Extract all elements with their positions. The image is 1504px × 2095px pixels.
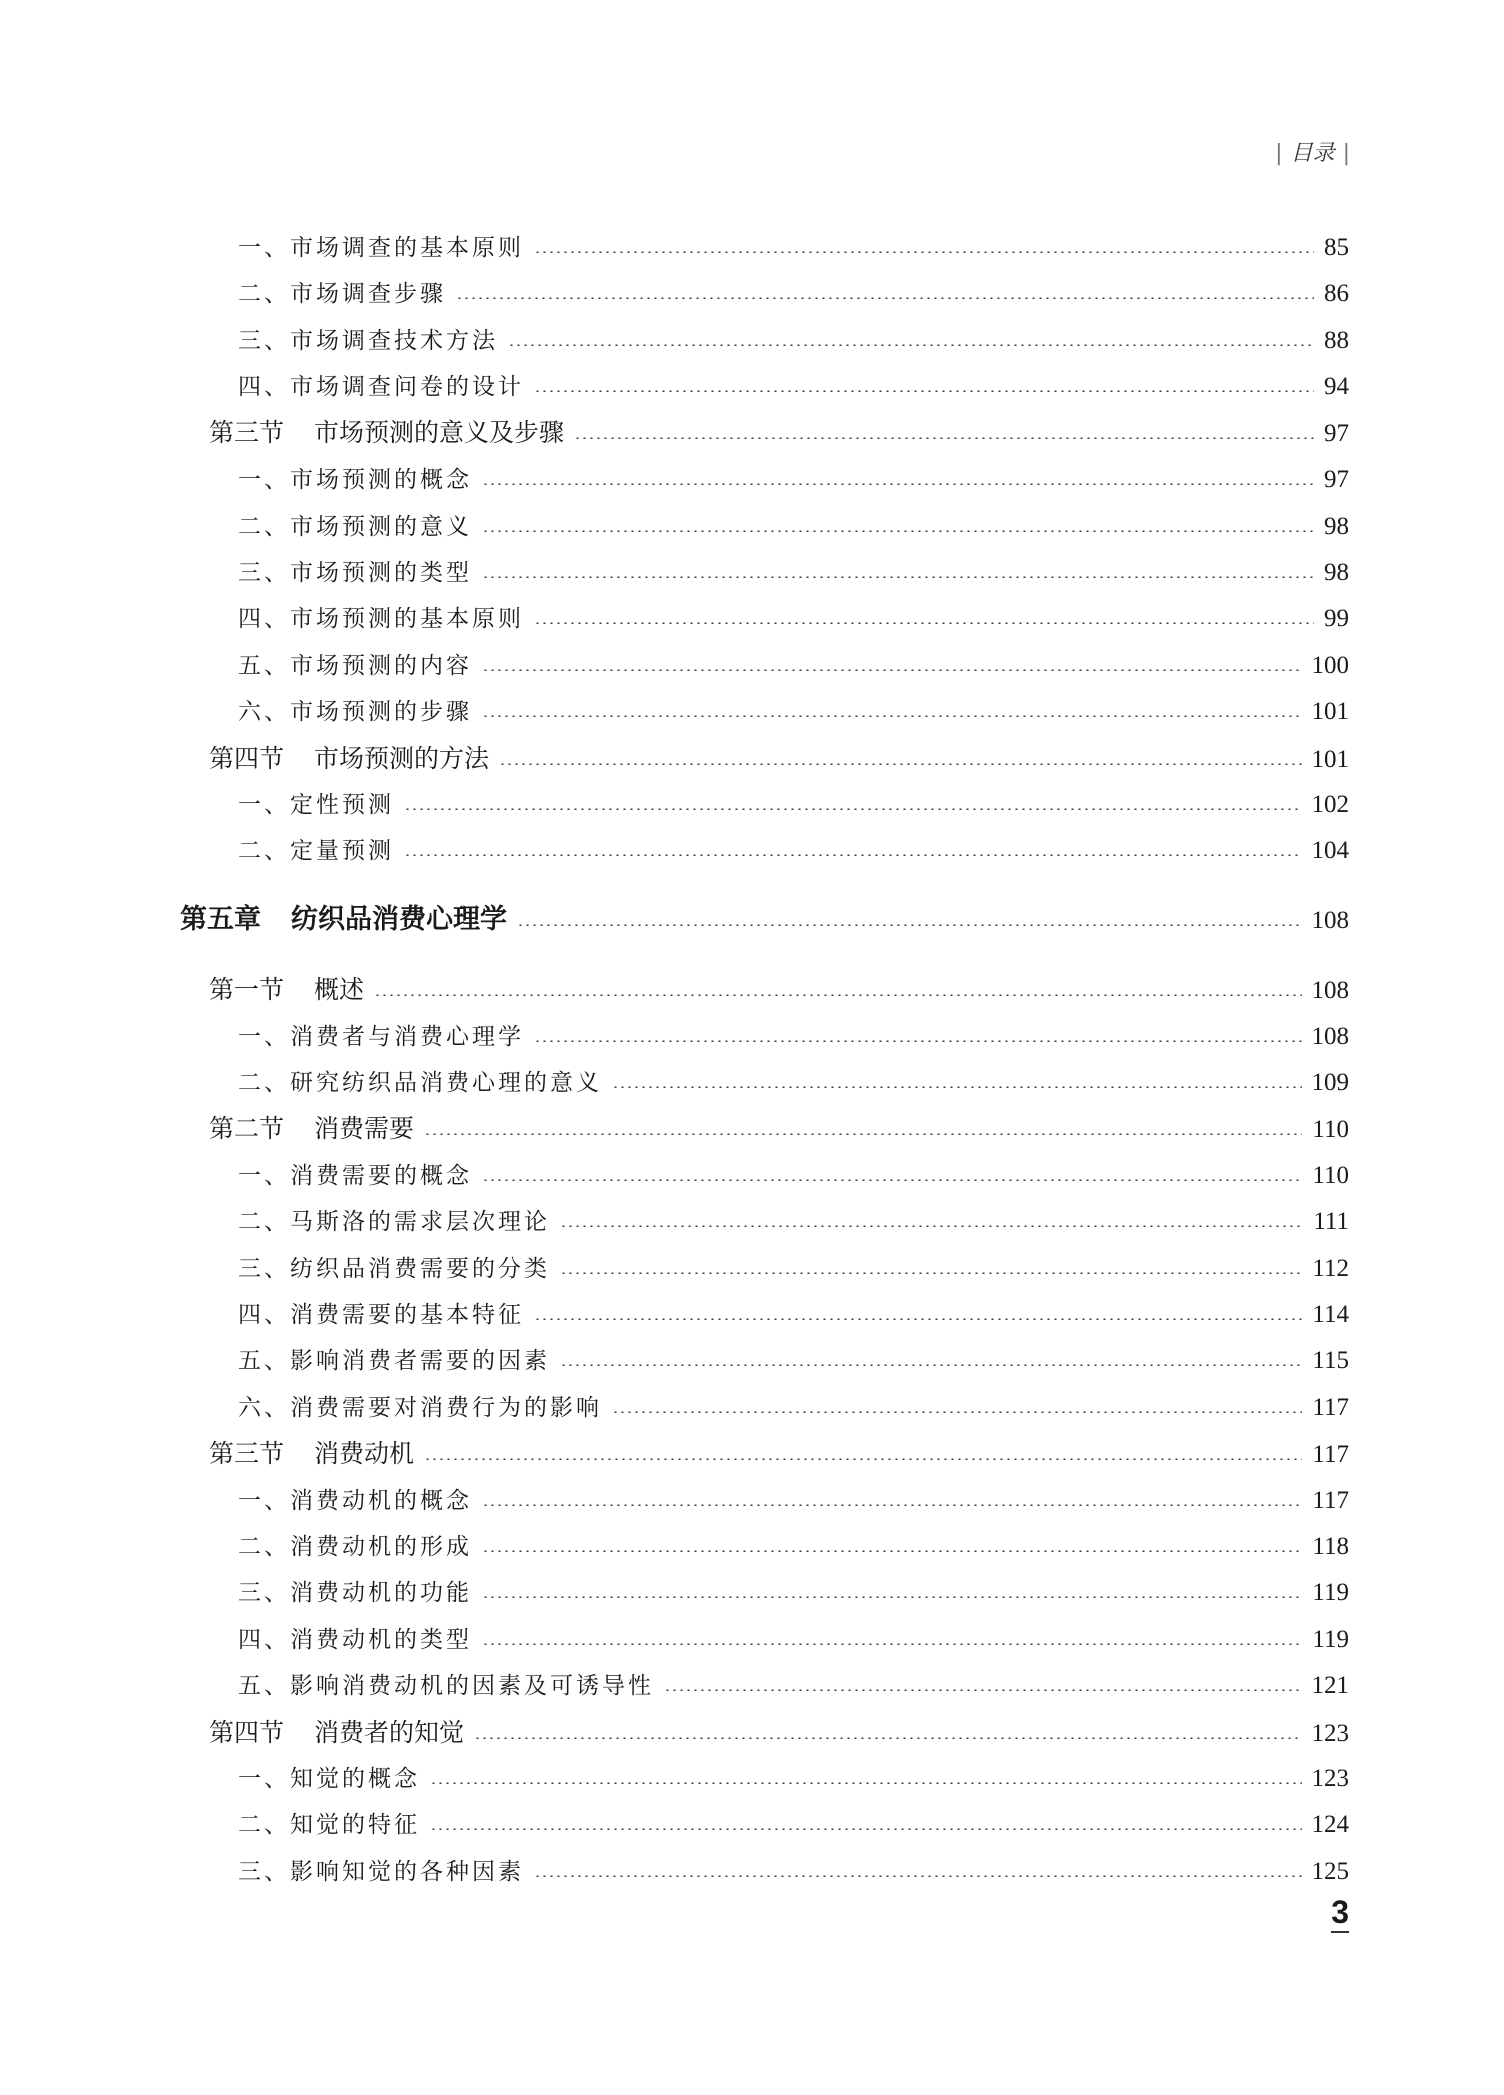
toc-page-number: 117 (1312, 1394, 1349, 1421)
toc-entry-title (238, 790, 394, 820)
toc-item[interactable] (238, 372, 1349, 402)
toc-page-number: 110 (1312, 1116, 1349, 1143)
toc-entry-number: 第三节 (209, 1439, 285, 1468)
toc-item[interactable] (238, 790, 1349, 820)
toc-entry-title (209, 418, 564, 448)
dot-leader (424, 1458, 1302, 1460)
toc-entry-title (238, 1532, 472, 1562)
toc-entry-title (238, 1625, 472, 1655)
toc-entry-number: 第二节 (209, 1114, 285, 1143)
toc-entry-title (238, 233, 524, 263)
toc-page-number: 121 (1311, 1672, 1349, 1699)
toc-entry-label: 概述 (314, 975, 365, 1004)
toc-page-number: 104 (1311, 837, 1349, 864)
toc-entry-title (238, 279, 446, 309)
toc-item[interactable] (238, 1068, 1349, 1098)
toc-entry-title (238, 465, 472, 495)
toc-entry-label: 六、市场预测的步骤 (238, 699, 472, 725)
toc-section[interactable] (209, 744, 1349, 775)
dot-leader (534, 251, 1314, 253)
toc-page-number: 123 (1311, 1765, 1349, 1792)
toc-entry-label: 一、市场调查的基本原则 (238, 235, 524, 261)
toc-entry-label: 二、研究纺织品消费心理的意义 (238, 1070, 602, 1096)
dot-leader (482, 1643, 1302, 1645)
toc-entry-label: 五、市场预测的内容 (238, 653, 472, 679)
toc-page-number: 108 (1311, 1023, 1349, 1050)
toc-entry-title (238, 1764, 420, 1794)
toc-page-number: 101 (1311, 698, 1349, 725)
toc-entry-label: 一、消费动机的概念 (238, 1488, 472, 1514)
toc-entry-label: 四、市场调查问卷的设计 (238, 374, 524, 400)
toc-entry-label: 二、定量预测 (238, 838, 394, 864)
toc-page-number: 108 (1311, 907, 1349, 934)
dot-leader (424, 1133, 1302, 1135)
toc-entry-title (238, 326, 498, 356)
toc-item[interactable] (238, 1254, 1349, 1284)
toc-section[interactable] (209, 1114, 1349, 1145)
toc-entry-label: 二、市场预测的意义 (238, 514, 472, 540)
toc-entry-title (238, 1300, 524, 1330)
toc-page-number: 117 (1312, 1487, 1349, 1514)
dot-leader (534, 1040, 1302, 1042)
toc-entry-label: 二、市场调查步骤 (238, 281, 446, 307)
toc-item[interactable] (238, 604, 1349, 634)
toc-section[interactable] (209, 418, 1349, 449)
toc-entry-title (238, 1671, 654, 1701)
dot-leader (517, 924, 1302, 926)
toc-entry-title (238, 1207, 550, 1237)
toc-page-number: 117 (1312, 1441, 1349, 1468)
toc-entry-title (238, 372, 524, 402)
toc-page-number: 94 (1324, 373, 1349, 400)
toc-item[interactable] (238, 1486, 1349, 1516)
toc-entry-label: 四、市场预测的基本原则 (238, 606, 524, 632)
toc-page-number: 112 (1312, 1255, 1349, 1282)
toc-entry-label: 四、消费动机的类型 (238, 1627, 472, 1653)
toc-item[interactable] (238, 651, 1349, 681)
dot-leader (508, 344, 1314, 346)
dot-leader (534, 390, 1314, 392)
toc-chapter[interactable] (180, 905, 1349, 936)
toc-entry-label: 六、消费需要对消费行为的影响 (238, 1395, 602, 1421)
toc-page-number: 97 (1324, 420, 1349, 447)
toc-entry-label: 二、马斯洛的需求层次理论 (238, 1209, 550, 1235)
page-number: 3 (1331, 1895, 1349, 1933)
dot-leader (534, 1875, 1302, 1877)
dot-leader (482, 576, 1314, 578)
toc-item[interactable] (238, 558, 1349, 588)
toc-entry-title (209, 1718, 464, 1748)
toc-entry-title (238, 1486, 472, 1516)
toc-page-number: 108 (1311, 977, 1349, 1004)
toc-entry-title (238, 1346, 550, 1376)
toc-entry-title (238, 1810, 420, 1840)
dot-leader (612, 1086, 1302, 1088)
toc-page-number: 118 (1312, 1533, 1349, 1560)
toc-page-number: 86 (1324, 280, 1349, 307)
dot-leader (482, 1179, 1302, 1181)
dot-leader (482, 1596, 1302, 1598)
toc-entry-label: 二、知觉的特征 (238, 1812, 420, 1838)
toc-page-number: 119 (1312, 1626, 1349, 1653)
dot-leader (560, 1225, 1303, 1227)
toc-entry-title (238, 1254, 550, 1284)
toc-page-number: 97 (1324, 466, 1349, 493)
toc-entry-label: 市场预测的方法 (314, 744, 490, 773)
toc-entry-label: 四、消费需要的基本特征 (238, 1302, 524, 1328)
toc-page-number: 85 (1324, 234, 1349, 261)
toc-entry-title (209, 1114, 414, 1144)
toc-entry-number: 第三节 (209, 418, 285, 447)
toc-entry-number: 第四节 (209, 744, 285, 773)
toc-entry-title (209, 1439, 414, 1469)
toc-page-number: 114 (1312, 1301, 1349, 1328)
toc-item[interactable] (238, 233, 1349, 263)
toc-page-number: 124 (1311, 1811, 1349, 1838)
toc-item[interactable] (238, 1810, 1349, 1840)
toc-page-number: 123 (1311, 1720, 1349, 1747)
toc-page-number: 98 (1324, 559, 1349, 586)
toc-entry-label: 消费动机 (314, 1439, 415, 1468)
toc-entry-title (238, 1578, 472, 1608)
dot-leader (404, 854, 1302, 856)
dot-leader (534, 622, 1314, 624)
toc-item[interactable] (238, 1393, 1349, 1423)
toc-section[interactable] (209, 1439, 1349, 1470)
toc-item[interactable] (238, 1300, 1349, 1330)
dot-leader (404, 808, 1302, 810)
toc-entry-label: 消费需要 (314, 1114, 415, 1143)
toc-page-number: 98 (1324, 513, 1349, 540)
toc-entry-label: 一、消费者与消费心理学 (238, 1024, 524, 1050)
dot-leader (482, 669, 1302, 671)
dot-leader (374, 994, 1301, 996)
toc-item[interactable] (238, 465, 1349, 495)
dot-leader (482, 715, 1302, 717)
toc-entry-label: 一、知觉的概念 (238, 1766, 420, 1792)
dot-leader (430, 1828, 1302, 1830)
toc-entry-label: 二、消费动机的形成 (238, 1534, 472, 1560)
dot-leader (664, 1689, 1302, 1691)
toc-entry-title (238, 651, 472, 681)
toc-entry-title (238, 558, 472, 588)
toc-entry-title (238, 1068, 602, 1098)
dot-leader (482, 483, 1314, 485)
toc-page-number: 99 (1324, 605, 1349, 632)
toc-item[interactable] (238, 1857, 1349, 1887)
toc-entry-label: 三、纺织品消费需要的分类 (238, 1256, 550, 1282)
toc-entry-number: 第一节 (209, 975, 285, 1004)
toc-entry-label: 三、消费动机的功能 (238, 1580, 472, 1606)
toc-entry-title (238, 836, 394, 866)
header-divider-left: | (1275, 141, 1283, 166)
toc-page-number: 110 (1312, 1162, 1349, 1189)
toc-page-number: 111 (1313, 1208, 1349, 1235)
toc-entry-label: 市场预测的意义及步骤 (314, 418, 565, 447)
toc-section[interactable] (209, 1718, 1349, 1749)
dot-leader (534, 1318, 1302, 1320)
toc-section[interactable] (209, 975, 1349, 1006)
toc-entry-number: 第四节 (209, 1718, 285, 1747)
toc-item[interactable] (238, 697, 1349, 727)
toc-entry-label: 一、定性预测 (238, 792, 394, 818)
dot-leader (482, 1550, 1302, 1552)
dot-leader (482, 530, 1314, 532)
toc-page-number: 125 (1311, 1858, 1349, 1885)
toc-entry-title (238, 1161, 472, 1191)
toc-item[interactable] (238, 326, 1349, 356)
toc-item[interactable] (238, 1671, 1349, 1701)
toc-entry-title (209, 975, 364, 1005)
dot-leader (574, 437, 1314, 439)
dot-leader (474, 1737, 1301, 1739)
toc-page-number: 119 (1312, 1579, 1349, 1606)
toc-entry-title (238, 604, 524, 634)
toc-item[interactable] (238, 1764, 1349, 1794)
toc-entry-label: 三、市场调查技术方法 (238, 328, 498, 354)
toc-item[interactable] (238, 1207, 1349, 1237)
toc-page-number: 100 (1311, 652, 1349, 679)
toc-page-number: 102 (1311, 791, 1349, 818)
toc-entry-label: 一、消费需要的概念 (238, 1163, 472, 1189)
toc-entry-title (238, 1022, 524, 1052)
dot-leader (612, 1411, 1302, 1413)
running-header (1267, 136, 1358, 167)
toc-item[interactable] (238, 1578, 1349, 1608)
toc-entry-label: 纺织品消费心理学 (291, 904, 507, 935)
dot-leader (560, 1272, 1302, 1274)
toc-entry-label: 三、市场预测的类型 (238, 560, 472, 586)
toc-entry-title (238, 1857, 524, 1887)
toc-item[interactable] (238, 1161, 1349, 1191)
toc-page-number: 115 (1312, 1347, 1349, 1374)
toc-item[interactable] (238, 279, 1349, 309)
header-title: 目录 (1290, 141, 1335, 166)
toc-entry-label: 三、影响知觉的各种因素 (238, 1859, 524, 1885)
dot-leader (456, 297, 1314, 299)
toc-page-number: 109 (1311, 1069, 1349, 1096)
toc-page-number: 101 (1311, 746, 1349, 773)
toc-entry-label: 消费者的知觉 (314, 1718, 465, 1747)
toc-item[interactable] (238, 1022, 1349, 1052)
toc-entry-label: 五、影响消费者需要的因素 (238, 1348, 550, 1374)
toc-item[interactable] (238, 836, 1349, 866)
toc-entry-title (209, 744, 489, 774)
toc-entry-title (180, 905, 507, 935)
toc-entry-number: 第五章 (180, 904, 261, 935)
dot-leader (430, 1782, 1302, 1784)
toc-item[interactable] (238, 1625, 1349, 1655)
toc-entry-title (238, 697, 472, 727)
dot-leader (499, 763, 1301, 765)
toc-item[interactable] (238, 1346, 1349, 1376)
dot-leader (560, 1364, 1302, 1366)
toc-entry-label: 五、影响消费动机的因素及可诱导性 (238, 1673, 654, 1699)
dot-leader (482, 1504, 1302, 1506)
toc-page-number: 88 (1324, 327, 1349, 354)
toc-entry-label: 一、市场预测的概念 (238, 467, 472, 493)
toc-item[interactable] (238, 1532, 1349, 1562)
toc-entry-title (238, 1393, 602, 1423)
toc-entry-title (238, 512, 472, 542)
toc-item[interactable] (238, 512, 1349, 542)
header-divider-right: | (1342, 141, 1350, 166)
